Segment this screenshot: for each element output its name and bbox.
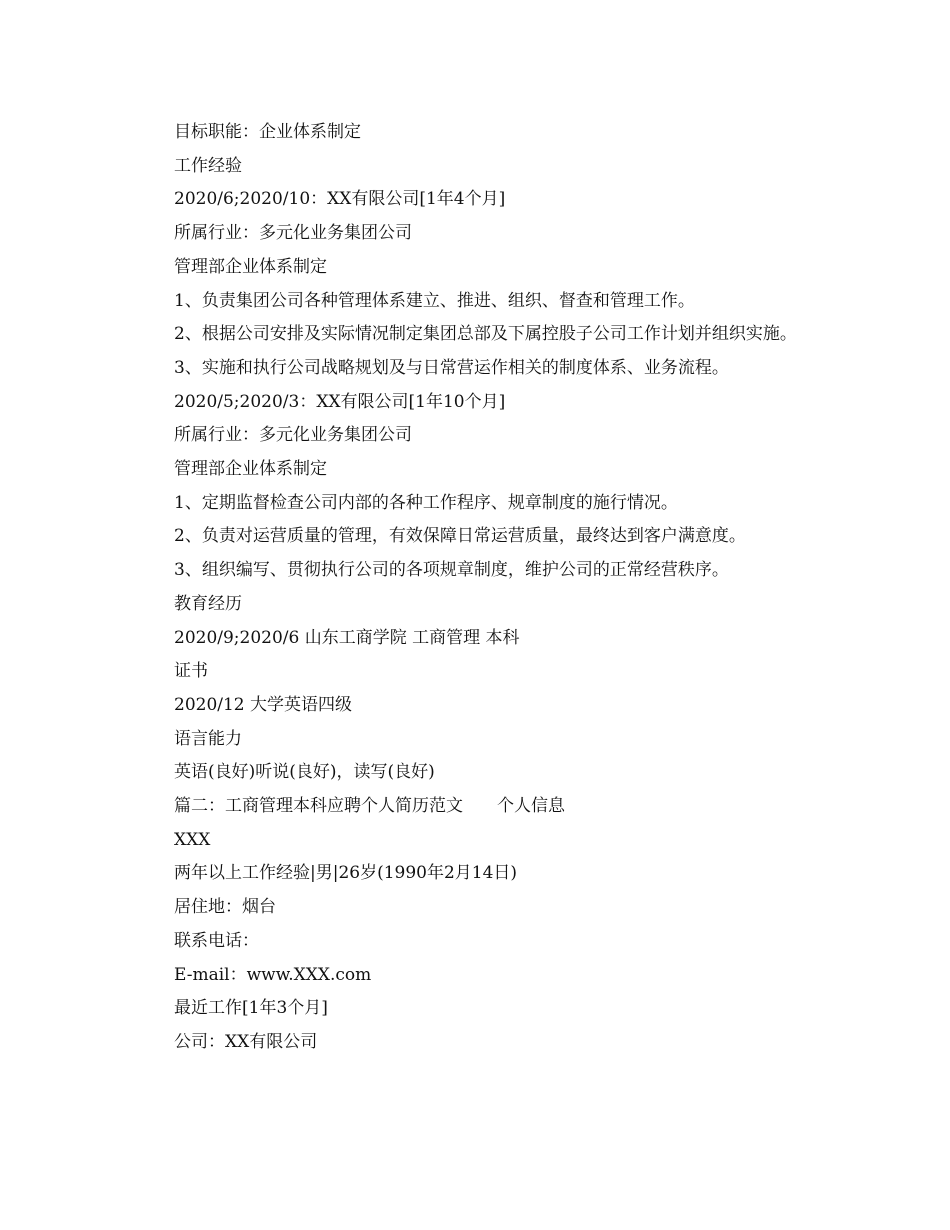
education-entry: 2020/9;2020/6 山东工商学院 工商管理 本科	[174, 627, 520, 648]
section-heading-certificates: 证书	[174, 661, 208, 682]
duty-item: 1、定期监督检查公司内部的各种工作程序、规章制度的施行情况。	[174, 492, 678, 513]
job-period-line: 2020/5;2020/3：XX有限公司[1年10个月]	[174, 391, 506, 412]
language-entry: 英语(良好)听说(良好)，读写(良好)	[174, 762, 435, 783]
certificate-entry: 2020/12 大学英语四级	[174, 694, 353, 715]
department-line: 管理部企业体系制定	[174, 459, 327, 480]
duty-item: 1、负责集团公司各种管理体系建立、推进、组织、督查和管理工作。	[174, 290, 695, 311]
job-period-line: 2020/6;2020/10：XX有限公司[1年4个月]	[174, 189, 506, 210]
target-position-line: 目标职能：企业体系制定	[174, 122, 361, 142]
name-line: XXX	[174, 829, 211, 850]
recent-work-line: 最近工作[1年3个月]	[174, 998, 328, 1019]
residence-line: 居住地：烟台	[174, 897, 276, 918]
phone-line: 联系电话：	[174, 930, 259, 951]
duty-item: 3、实施和执行公司战略规划及与日常营运作相关的制度体系、业务流程。	[174, 357, 729, 378]
industry-line: 所属行业：多元化业务集团公司	[174, 223, 412, 244]
industry-line: 所属行业：多元化业务集团公司	[174, 425, 412, 446]
email-line: E-mail：www.XXX.com	[174, 964, 372, 985]
duty-item: 3、组织编写、贯彻执行公司的各项规章制度，维护公司的正常经营秩序。	[174, 560, 729, 581]
duty-item: 2、根据公司安排及实际情况制定集团总部及下属控股子公司工作计划并组织实施。	[174, 324, 797, 345]
section-heading-work-experience: 工作经验	[174, 155, 242, 176]
company-line: 公司：XX有限公司	[174, 1031, 318, 1052]
article-heading-line: 篇二：工商管理本科应聘个人简历范文 个人信息	[174, 796, 565, 817]
profile-summary-line: 两年以上工作经验|男|26岁(1990年2月14日)	[174, 863, 518, 884]
section-heading-language: 语言能力	[174, 728, 242, 749]
section-heading-education: 教育经历	[174, 593, 242, 614]
document-body	[138, 116, 828, 1060]
department-line: 管理部企业体系制定	[174, 256, 327, 277]
duty-item: 2、负责对运营质量的管理，有效保障日常运营质量，最终达到客户满意度。	[174, 526, 746, 547]
